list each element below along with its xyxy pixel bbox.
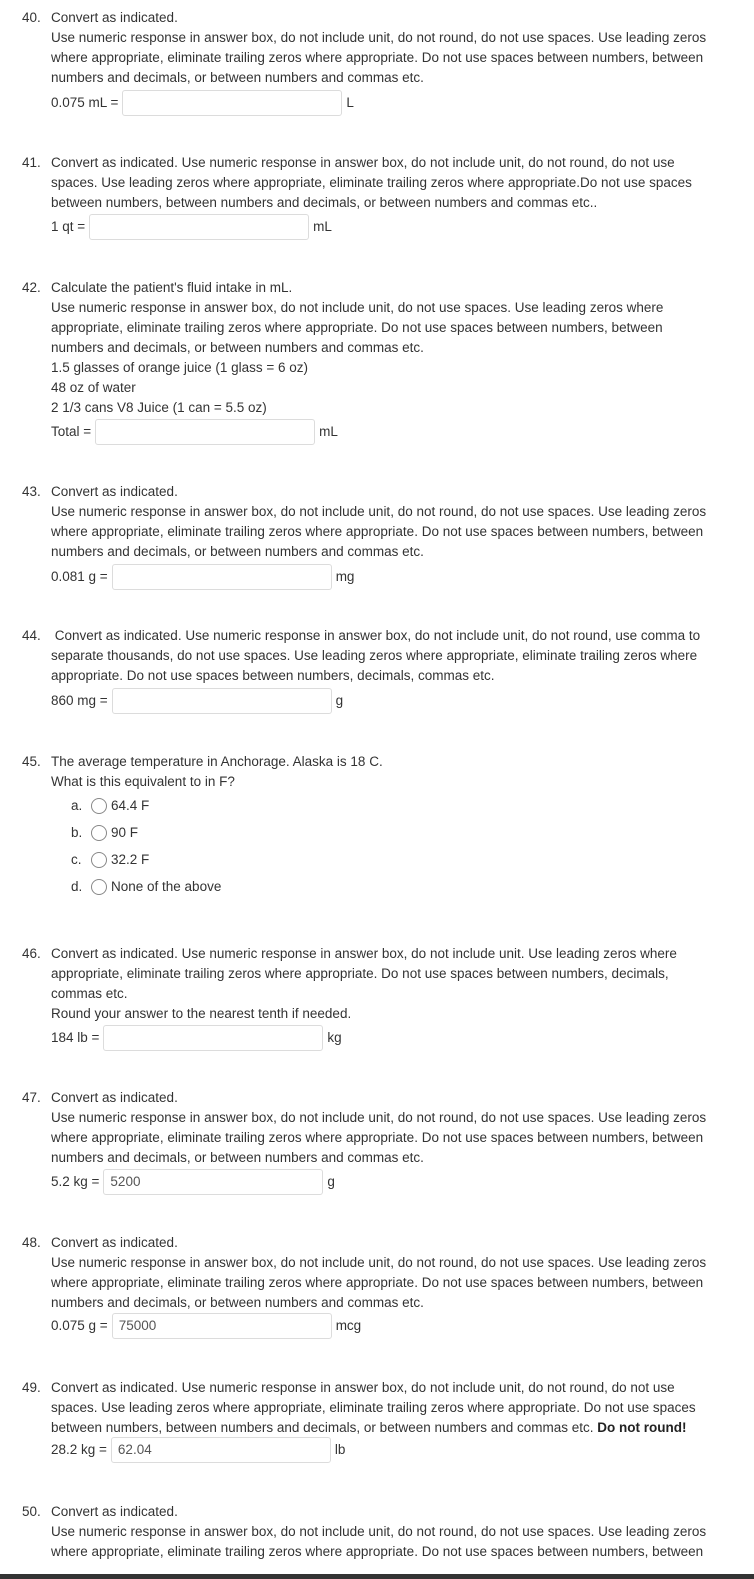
question-text [51, 1088, 726, 1168]
answer-input[interactable] [112, 564, 332, 590]
question-number: 44. [22, 628, 41, 643]
answer-row [51, 562, 354, 592]
question-number: 50. [22, 1504, 41, 1519]
question-number: 43. [22, 484, 41, 499]
question-number: 40. [22, 10, 41, 25]
unit-label: kg [327, 1030, 342, 1045]
question-line: Calculate the patient's fluid intake in mL. [51, 280, 293, 295]
question-line: where appropriate, eliminate trailing zeros where appropriate. Do not use spaces between numbers, between [51, 1130, 704, 1145]
answer-label: 0.075 g = [51, 1318, 108, 1333]
answer-label: Total = [51, 424, 92, 439]
unit-label: g [327, 1174, 335, 1189]
option-letter: a. [71, 798, 83, 813]
bold-warning: Do not round! [597, 1420, 687, 1435]
answer-row [51, 1435, 345, 1465]
question-number: 45. [22, 754, 41, 769]
answer-input[interactable] [122, 90, 342, 116]
question-line: commas etc. [51, 986, 128, 1001]
question-text [51, 752, 726, 792]
question-number: 49. [22, 1380, 41, 1395]
question-line: Convert as indicated. [51, 1235, 178, 1250]
answer-input[interactable]: 62.04 [111, 1437, 331, 1463]
option-label: None of the above [111, 879, 222, 894]
question-line: appropriate, eliminate trailing zeros where appropriate. Do not use spaces between numbers, decimals, [51, 966, 669, 981]
question-line: Convert as indicated. [51, 10, 178, 25]
question-line: where appropriate, eliminate trailing zeros where appropriate. Do not use spaces between numbers, between [51, 50, 704, 65]
question-line: 1.5 glasses of orange juice (1 glass = 6 oz) [51, 360, 309, 375]
question-number: 46. [22, 946, 41, 961]
answer-row [51, 212, 332, 242]
answer-input[interactable] [95, 419, 315, 445]
answer-row [51, 1023, 342, 1053]
answer-label: 184 lb = [51, 1030, 100, 1045]
answer-row [51, 88, 354, 118]
question-line: spaces. Use leading zeros where appropriate, eliminate trailing zeros where appropriate.Do not use spaces [51, 175, 692, 190]
question-number: 42. [22, 280, 41, 295]
question-line: where appropriate, eliminate trailing zeros where appropriate. Do not use spaces between numbers, between [51, 1544, 704, 1559]
radio-button[interactable] [91, 852, 107, 868]
answer-label: 0.075 mL = [51, 95, 119, 110]
question-text [51, 482, 726, 562]
option-label: 64.4 F [111, 798, 150, 813]
option-letter: b. [71, 825, 83, 840]
unit-label: mL [313, 219, 332, 234]
question-line: Use numeric response in answer box, do not include unit, do not use spaces. Use leading zeros where [51, 300, 664, 315]
question-text [51, 626, 726, 686]
question-text [51, 153, 726, 213]
question-line: numbers and decimals, or between numbers and commas etc. [51, 340, 424, 355]
answer-label: 28.2 kg = [51, 1442, 107, 1457]
question-line: numbers and decimals, or between numbers and commas etc. [51, 1295, 424, 1310]
question-text [51, 1233, 726, 1313]
unit-label: mcg [335, 1318, 362, 1333]
option-letter: c. [71, 852, 82, 867]
question-line: Convert as indicated. Use numeric response in answer box, do not include unit, do not round, use comma to [51, 628, 701, 643]
question-line: Convert as indicated. [51, 1090, 178, 1105]
radio-button[interactable] [91, 798, 107, 814]
question-line: appropriate, eliminate trailing zeros where appropriate. Do not use spaces between numbers, between [51, 320, 663, 335]
question-text [51, 278, 726, 418]
unit-label: mg [335, 569, 355, 584]
question-line: Convert as indicated. Use numeric response in answer box, do not include unit, do not round, do not use [51, 155, 675, 170]
question-line: Convert as indicated. [51, 484, 178, 499]
answer-label: 5.2 kg = [51, 1174, 100, 1189]
answer-label: 860 mg = [51, 693, 108, 708]
answer-label: 0.081 g = [51, 569, 108, 584]
option-label: 32.2 F [111, 852, 150, 867]
question-line: spaces. Use leading zeros where appropriate, eliminate trailing zeros where appropriate. Do not use spaces [51, 1400, 696, 1415]
question-text [51, 1378, 726, 1438]
question-line: The average temperature in Anchorage. Alaska is 18 C. [51, 754, 383, 769]
question-line: where appropriate, eliminate trailing zeros where appropriate. Do not use spaces between numbers, between [51, 1275, 704, 1290]
option-d[interactable] [71, 877, 221, 897]
option-a[interactable] [71, 796, 149, 816]
answer-input[interactable] [89, 214, 309, 240]
question-line: appropriate. Do not use spaces between numbers, decimals, commas etc. [51, 668, 495, 683]
question-line: Use numeric response in answer box, do not include unit, do not round, do not use spaces. Use leading zeros [51, 1524, 707, 1539]
answer-input[interactable] [103, 1025, 323, 1051]
answer-input[interactable]: 5200 [103, 1169, 323, 1195]
question-line: 48 oz of water [51, 380, 136, 395]
question-line: Use numeric response in answer box, do not include unit, do not round, do not use spaces. Use leading zeros [51, 1110, 707, 1125]
answer-label: 1 qt = [51, 219, 86, 234]
question-line: numbers and decimals, or between numbers and commas etc. [51, 544, 424, 559]
unit-label: g [335, 693, 344, 708]
unit-label: L [346, 95, 354, 110]
question-number: 48. [22, 1235, 41, 1250]
answer-row [51, 1311, 361, 1341]
unit-label: mL [319, 424, 338, 439]
bottom-bar [0, 1574, 754, 1579]
radio-button[interactable] [91, 879, 107, 895]
question-line: Round your answer to the nearest tenth if needed. [51, 1006, 352, 1021]
question-line: separate thousands, do not use spaces. Use leading zeros where appropriate, eliminate trailing zeros where [51, 648, 698, 663]
radio-button[interactable] [91, 825, 107, 841]
question-line: Use numeric response in answer box, do not include unit, do not round, do not use spaces. Use leading zeros [51, 1255, 707, 1270]
question-number: 47. [22, 1090, 41, 1105]
question-number: 41. [22, 155, 41, 170]
question-text [51, 944, 726, 1024]
question-line: Convert as indicated. [51, 1504, 178, 1519]
question-text [51, 1502, 726, 1562]
option-label: 90 F [111, 825, 139, 840]
question-line: Convert as indicated. Use numeric response in answer box, do not include unit. Use leading zeros where [51, 946, 677, 961]
answer-input[interactable]: 75000 [112, 1313, 332, 1339]
answer-row [51, 686, 343, 716]
question-line: Use numeric response in answer box, do not include unit, do not round, do not use spaces. Use leading zeros [51, 504, 707, 519]
answer-row [51, 417, 338, 447]
option-letter: d. [71, 879, 83, 894]
question-line-text: between numbers, between numbers and decimals, or between numbers and commas etc. [51, 1420, 598, 1435]
question-text [51, 8, 726, 88]
question-line: Convert as indicated. Use numeric response in answer box, do not include unit, do not round, do not use [51, 1380, 675, 1395]
unit-label: lb [334, 1442, 346, 1457]
question-line: numbers and decimals, or between numbers and commas etc. [51, 70, 424, 85]
answer-input[interactable] [112, 688, 332, 714]
question-line: Use numeric response in answer box, do not include unit, do not round, do not use spaces. Use leading zeros [51, 30, 707, 45]
question-line: where appropriate, eliminate trailing zeros where appropriate. Do not use spaces between numbers, between [51, 524, 704, 539]
option-c[interactable] [71, 850, 149, 870]
answer-row [51, 1167, 335, 1197]
question-line: What is this equivalent to in F? [51, 774, 235, 789]
option-b[interactable] [71, 823, 138, 843]
question-line: 2 1/3 cans V8 Juice (1 can = 5.5 oz) [51, 400, 267, 415]
question-line: numbers and decimals, or between numbers and commas etc. [51, 1150, 424, 1165]
question-line: between numbers, between numbers and decimals, or between numbers and commas etc.. [51, 195, 598, 210]
